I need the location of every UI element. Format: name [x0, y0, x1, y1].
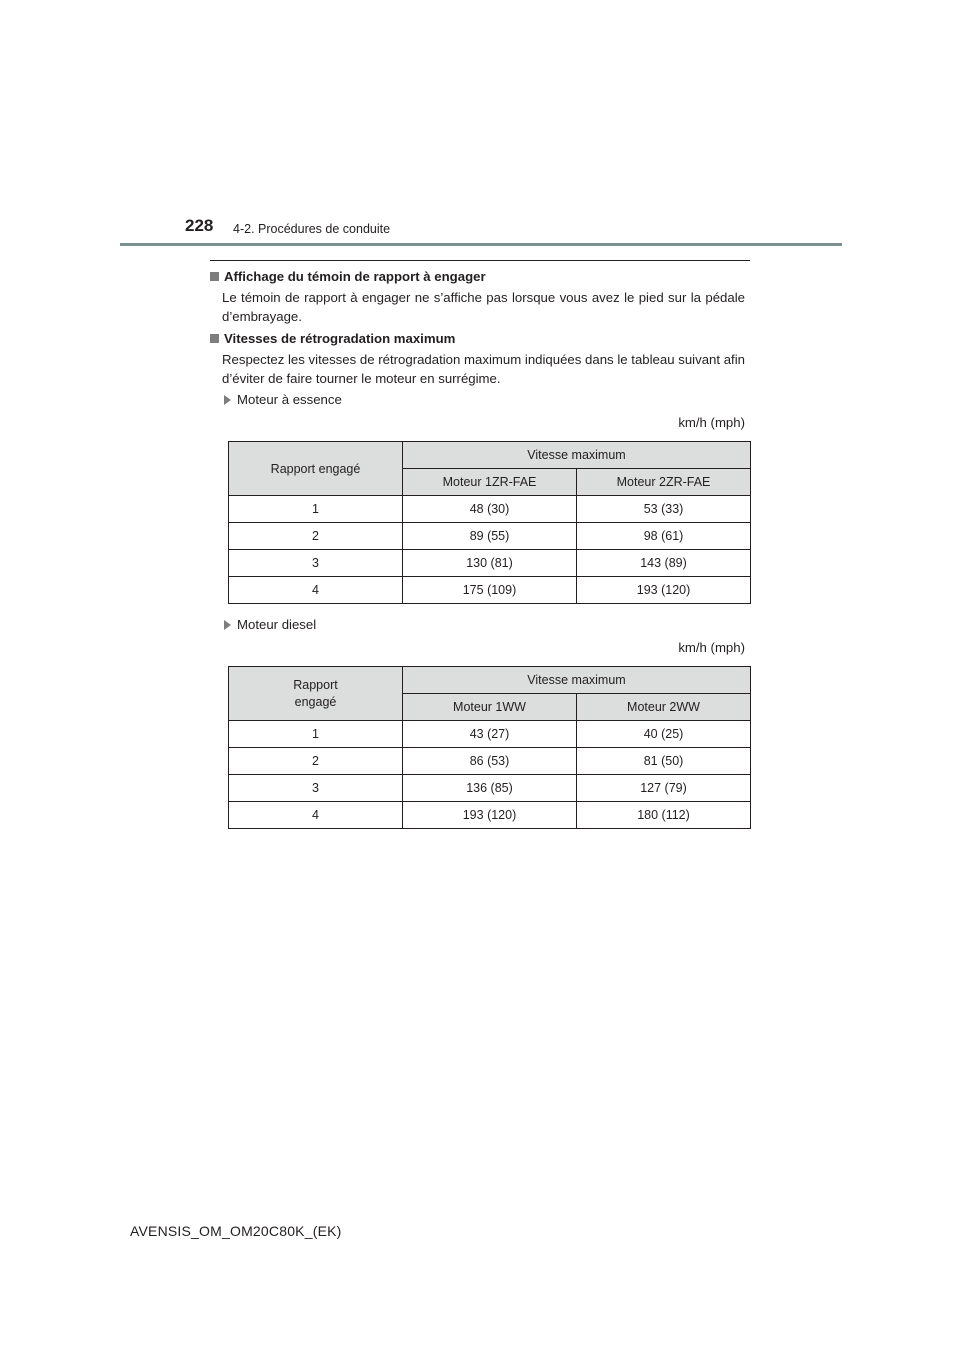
cell-speed: 175 (109): [403, 577, 577, 604]
cell-gear: 1: [229, 721, 403, 748]
heading-indicator-display: [210, 269, 486, 284]
table-row: [229, 577, 751, 604]
cell-speed: 193 (120): [403, 802, 577, 829]
cell-speed: 127 (79): [577, 775, 751, 802]
cell-gear: 4: [229, 577, 403, 604]
header-gear: Rapport engagé: [229, 442, 403, 496]
table-row: [229, 721, 751, 748]
header-gear-line2: engagé: [294, 694, 337, 709]
cell-speed: 193 (120): [577, 577, 751, 604]
table-row: [229, 748, 751, 775]
page-number: 228: [185, 216, 214, 235]
cell-speed: 43 (27): [403, 721, 577, 748]
cell-speed: 180 (112): [577, 802, 751, 829]
subheading-text: Moteur à essence: [237, 392, 342, 407]
heading-text: Affichage du témoin de rapport à engager: [224, 269, 486, 284]
subheading-diesel: [224, 617, 316, 632]
table-row: [229, 496, 751, 523]
cell-speed: 86 (53): [403, 748, 577, 775]
petrol-speed-table: [228, 441, 751, 604]
square-bullet-icon: [210, 334, 219, 343]
heading-text: Vitesses de rétrogradation maximum: [224, 331, 456, 346]
cell-speed: 40 (25): [577, 721, 751, 748]
table-row: [229, 775, 751, 802]
unit-label-petrol: km/h (mph): [678, 415, 745, 430]
cell-speed: 48 (30): [403, 496, 577, 523]
square-bullet-icon: [210, 272, 219, 281]
cell-gear: 3: [229, 775, 403, 802]
subheading-petrol: [224, 392, 342, 407]
triangle-bullet-icon: [224, 620, 231, 630]
header-max-speed: Vitesse maximum: [403, 442, 751, 469]
cell-gear: 1: [229, 496, 403, 523]
header-engine-2: Moteur 2WW: [577, 694, 751, 721]
triangle-bullet-icon: [224, 395, 231, 405]
cell-speed: 53 (33): [577, 496, 751, 523]
header-gear-line1: Rapport: [293, 677, 338, 692]
header-gear: [229, 667, 403, 721]
cell-gear: 3: [229, 550, 403, 577]
header-max-speed: Vitesse maximum: [403, 667, 751, 694]
cell-speed: 89 (55): [403, 523, 577, 550]
subheading-text: Moteur diesel: [237, 617, 317, 632]
cell-speed: 98 (61): [577, 523, 751, 550]
cell-gear: 4: [229, 802, 403, 829]
header-engine-1: Moteur 1WW: [403, 694, 577, 721]
diesel-speed-table: [228, 666, 751, 829]
unit-label-diesel: km/h (mph): [678, 640, 745, 655]
section-title: 4-2. Procédures de conduite: [233, 222, 391, 236]
header-rule: [120, 243, 842, 246]
heading-downshift-speeds: [210, 331, 455, 346]
content-rule: [210, 260, 750, 261]
table-row: [229, 523, 751, 550]
header-engine-1: Moteur 1ZR-FAE: [403, 469, 577, 496]
table-row: [229, 802, 751, 829]
paragraph-downshift-speeds: Respectez les vitesses de rétrogradation maximum indiquées dans le tableau suivant afin d’éviter de faire tourner le moteur en surrégime.: [222, 352, 745, 386]
paragraph-indicator-display: Le témoin de rapport à engager ne s’affiche pas lorsque vous avez le pied sur la pédale d’embrayage.: [222, 290, 745, 324]
cell-speed: 143 (89): [577, 550, 751, 577]
document-code-footer: AVENSIS_OM_OM20C80K_(EK): [130, 1223, 342, 1239]
cell-speed: 130 (81): [403, 550, 577, 577]
table-row: [229, 550, 751, 577]
header-engine-2: Moteur 2ZR-FAE: [577, 469, 751, 496]
cell-speed: 81 (50): [577, 748, 751, 775]
cell-gear: 2: [229, 523, 403, 550]
cell-speed: 136 (85): [403, 775, 577, 802]
cell-gear: 2: [229, 748, 403, 775]
